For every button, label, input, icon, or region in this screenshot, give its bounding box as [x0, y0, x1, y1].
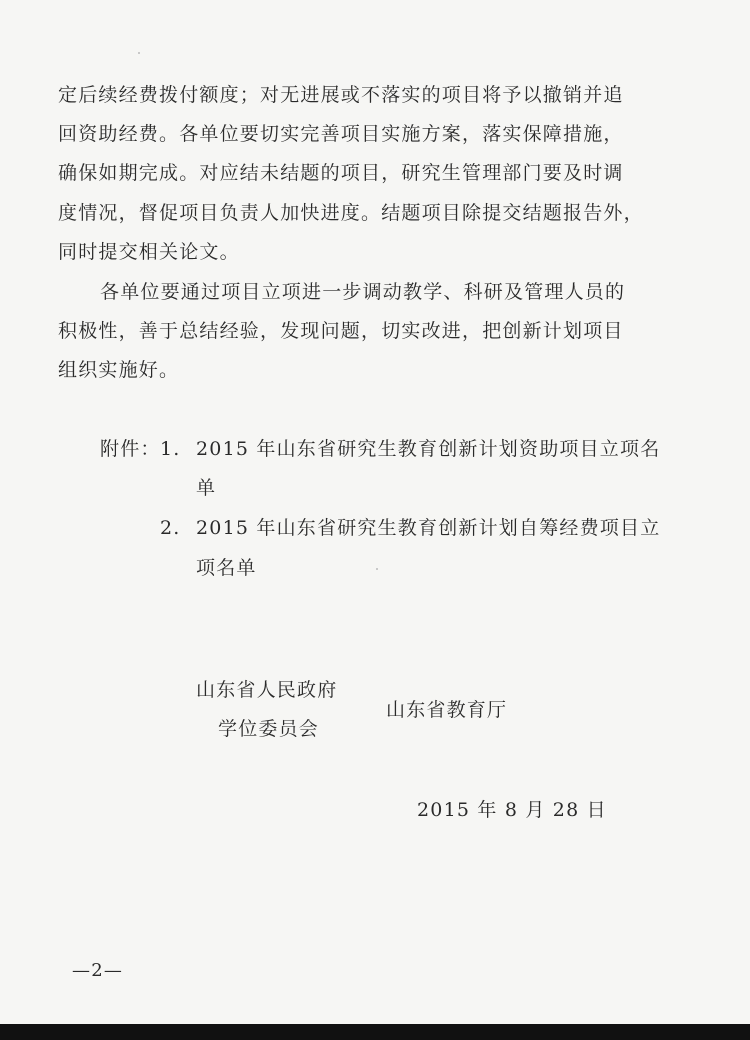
- document-date: 2015 年 8 月 28 日: [417, 799, 607, 821]
- attachment-title: 2015 年山东省研究生教育创新计划资助项目立项名: [196, 438, 661, 460]
- scan-speck: [376, 568, 378, 570]
- body-line: 积极性，善于总结经验，发现问题，切实改进，把创新计划项目: [58, 320, 624, 342]
- attachment-title-continued: 单: [196, 477, 217, 499]
- attachment-number: 1.: [160, 438, 181, 460]
- attachment-number: 2.: [160, 517, 181, 539]
- signatory-org1-line1: 山东省人民政府: [196, 679, 338, 701]
- body-line: 确保如期完成。对应结未结题的项目，研究生管理部门要及时调: [58, 162, 624, 184]
- attachment-label: 附件：: [100, 438, 161, 460]
- body-line: 组织实施好。: [58, 359, 180, 381]
- signatory-org1-line2: 学位委员会: [218, 718, 320, 740]
- scan-border: [0, 1024, 750, 1040]
- body-line: 回资助经费。各单位要切实完善项目实施方案，落实保障措施，: [58, 123, 624, 145]
- body-line: 度情况，督促项目负责人加快进度。结题项目除提交结题报告外，: [58, 202, 644, 224]
- scan-speck: [138, 52, 140, 54]
- attachment-title: 2015 年山东省研究生教育创新计划自筹经费项目立: [196, 517, 661, 539]
- attachment-title-continued: 项名单: [196, 557, 257, 579]
- signatory-org2: 山东省教育厅: [386, 699, 508, 721]
- body-line: 同时提交相关论文。: [58, 241, 240, 263]
- body-line: 各单位要通过项目立项进一步调动教学、科研及管理人员的: [100, 281, 626, 303]
- page-number: —2—: [72, 960, 124, 981]
- body-line: 定后续经费拨付额度；对无进展或不落实的项目将予以撤销并追: [58, 84, 624, 106]
